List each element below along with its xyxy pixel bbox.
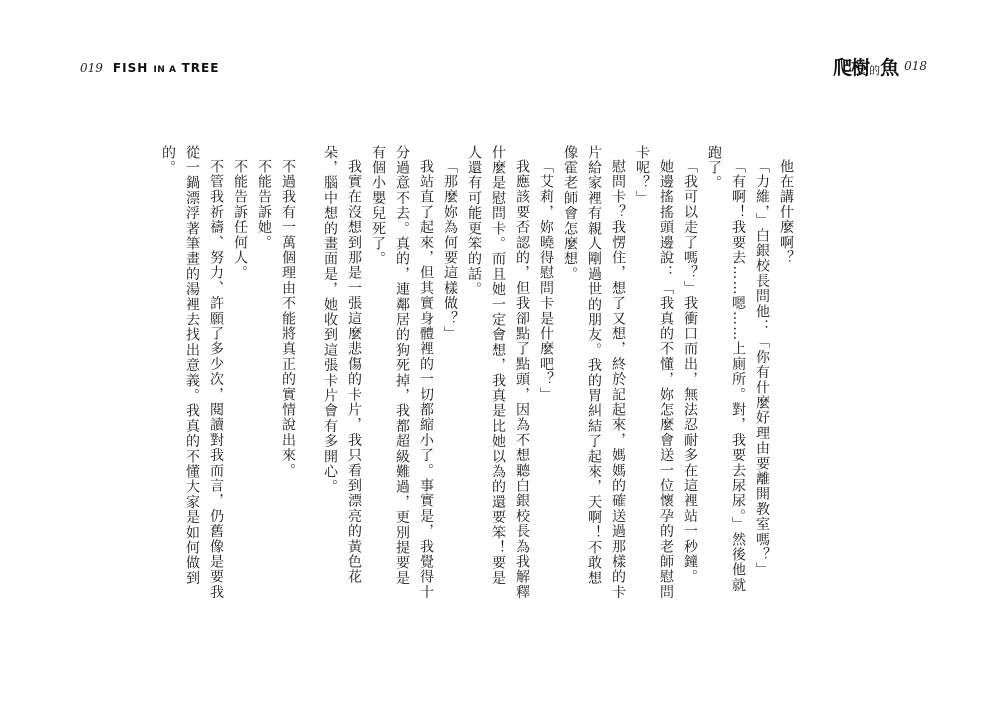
paragraph: 不能告訴任何人。 xyxy=(232,159,248,281)
paragraph: 他在講什麼啊？ xyxy=(778,159,794,266)
paragraph: 我站直了起來，但其實身體裡的一切都縮小了。事實是，我覺得十分過意不去。真的，連鄰居的狗死掉，我都超級難過，更別提要是有個小嬰兒死了。 xyxy=(370,145,434,600)
paragraph: 「我可以走了嗎？」我衝口而出，無法忍耐多在這裡站一秒鐘。 xyxy=(682,159,698,585)
chinese-title-prefix: 爬樹 xyxy=(833,56,870,79)
english-title-suffix: TREE xyxy=(181,61,220,75)
paragraph: 「有啊！我要去……嗯……上廁所。對，我要去尿尿。」然後他就跑了。 xyxy=(706,145,746,593)
left-page-number: 019 xyxy=(80,61,103,75)
paragraph: 我實在沒想到那是一張這麼悲傷的卡片，我只看到漂亮的黃色花朵，腦中想的畫面是，她收到這張卡片會有多開心。 xyxy=(322,145,362,585)
chinese-title-suffix: 魚 xyxy=(880,56,899,79)
paragraph: 「艾莉，妳曉得慰問卡是什麼吧？」 xyxy=(538,159,554,403)
right-page-number: 018 xyxy=(904,59,927,73)
paragraph: 她邊搖搖頭邊說：「我真的不懂，妳怎麼會送一位懷孕的老師慰問卡呢？」 xyxy=(634,145,674,600)
paragraph: 我應該要否認的，但我卻點了點頭，因為不想聽白銀校長為我解釋什麼是慰問卡。而且她一定會想，我真是比她以為的還要笨！要是人還有可能更笨的話。 xyxy=(466,145,530,600)
english-title-small: IN A xyxy=(153,65,177,75)
book-english-title xyxy=(113,61,220,75)
paragraph: 「力維，」白銀校長問他：「你有什麼好理由要離開教室嗎？」 xyxy=(754,159,770,578)
chinese-title-small: 的 xyxy=(869,63,881,77)
paragraph: 慰問卡？我愣住，想了又想，終於記起來，媽媽的確送過那樣的卡片給家裡有親人剛過世的朋友。我的胃糾結了起來，天啊！不敢想像霍老師會怎麼想。 xyxy=(562,145,626,600)
paragraph: 「那麼妳為何要這樣做？」 xyxy=(442,159,458,342)
paragraph: 不管我祈禱、努力、許願了多少次，閱讀對我而言，仍舊像是要我從一鍋漂浮著筆畫的湯裡去找出意義。我真的不懂大家是如何做到的。 xyxy=(160,145,224,600)
paragraph: 不能告訴她。 xyxy=(256,159,272,251)
book-chinese-title xyxy=(833,53,898,80)
paragraph: 不過我有一萬個理由不能將真正的實情說出來。 xyxy=(280,159,296,479)
vertical-text-body xyxy=(160,145,798,600)
left-page-header xyxy=(80,58,219,78)
right-page-header xyxy=(833,54,927,78)
english-title-prefix: FISH xyxy=(112,61,149,75)
